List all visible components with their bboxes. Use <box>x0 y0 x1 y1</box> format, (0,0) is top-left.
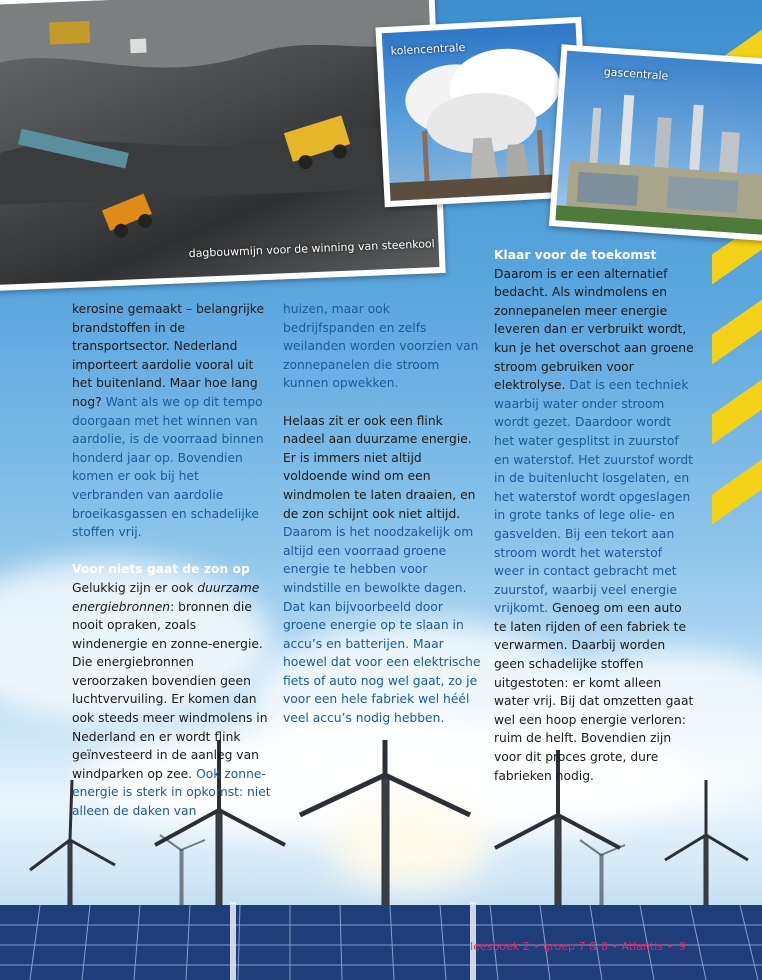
paragraph <box>283 412 483 728</box>
highlighted-text: Ook zonne-energie is sterk in opkomst: niet alleen de daken van <box>72 766 271 819</box>
section-heading: Klaar voor de toekomst <box>494 248 657 262</box>
body-text: kerosine gemaakt – belangrijke brandstoffen in de transportsector. Nederland importeert aardolie vooral uit het buitenland. Maar hoe lang nog? <box>72 302 265 409</box>
coal-plant-caption: kolencentrale <box>390 40 466 58</box>
decorative-stripe <box>712 285 762 364</box>
decorative-stripe <box>712 445 762 524</box>
gas-plant-caption: gascentrale <box>603 65 669 83</box>
page-footer <box>470 940 686 953</box>
body-text: Daarom is er een alternatief bedacht. Als windmolens en zonnepanelen meer energie leveren dan er verbruikt wordt, kun je het overschot aan groene stroom gebruiken voor elektrolyse. <box>494 266 694 393</box>
paragraph <box>72 300 272 542</box>
text-column-2 <box>283 300 483 746</box>
text-column-1 <box>72 300 272 839</box>
paragraph <box>72 579 272 821</box>
mine-caption: dagbouwmijn voor de winning van steenkool <box>188 237 435 261</box>
body-text: Genoeg om een auto te laten rijden of een fabriek te verwarmen. Daarbij worden geen schadelijke stoffen uitgestoten: er komt alleen water vrij. Bij dat omzetten gaat wel een hoop energie verloren: ruim de helft. Bovendien zijn voor dit proces grote, dure fabrieken nodig. <box>494 601 694 783</box>
footer-text: leesboek 2 • groep 7 & 8 • Atlantis • <box>470 940 673 953</box>
highlighted-text: Want als we op dit tempo doorgaan met het winnen van aardolie, is de voorraad binnen honderd jaar op. Bovendien komen er ook bij het verbranden van aardolie broeikasgassen en schadelijke stoffen vrij. <box>72 394 264 540</box>
text-column-3 <box>494 246 694 804</box>
body-text: : bronnen die nooit opraken, zoals windenergie en zonne-energie. Die energiebronnen veroorzaken bovendien geen luchtvervuiling. Er komen dan ook steeds meer windmolens in Nederland en er wordt flink geïnvesteerd in de aanleg van windparken op zee. <box>72 599 268 781</box>
paragraph: huizen, maar ook bedrijfspanden en zelfs weilanden worden voorzien van zonnepanelen die stroom kunnen opwekken. <box>283 302 479 391</box>
gas-plant-photo <box>549 44 762 241</box>
body-text: Helaas zit er ook een flink nadeel aan duurzame energie. Er is immers niet altijd voldoende wind om een windmolen te laten draaien, en de zon schijnt ook niet altijd. <box>283 413 476 521</box>
decorative-stripe <box>712 365 762 444</box>
highlighted-text: Dat is een techniek waarbij water onder stroom wordt gezet. Daardoor wordt het water gesplitst in zuurstof en waterstof. Het zuurstof wordt in de buitenlucht losgelaten, en het waterstof wordt opgeslagen in grote tanks of lege olie- en gasvelden. Bij een tekort aan stroom wordt het waterstof weer in contact gebracht met zuurstof, waarbij veel energie vrijkomt. <box>494 378 693 616</box>
italic-term: duurzame energiebronnen <box>72 580 260 614</box>
page-number: 9 <box>679 940 686 953</box>
paragraph <box>494 265 694 786</box>
body-text: Gelukkig zijn er ook <box>72 580 198 595</box>
highlighted-text: Daarom is het noodzakelijk om altijd een voorraad groene energie te hebben voor windstille en bewolkte dagen. Dat kan bijvoorbeeld door groene energie op te slaan in accu’s en batterijen. Maar hoewel dat voor een elektrische fiets of auto nog wel gaat, zo je voor een hele fabriek wel héél veel accu’s nodig hebben. <box>283 525 481 726</box>
section-heading: Voor niets gaat de zon op <box>72 562 250 577</box>
